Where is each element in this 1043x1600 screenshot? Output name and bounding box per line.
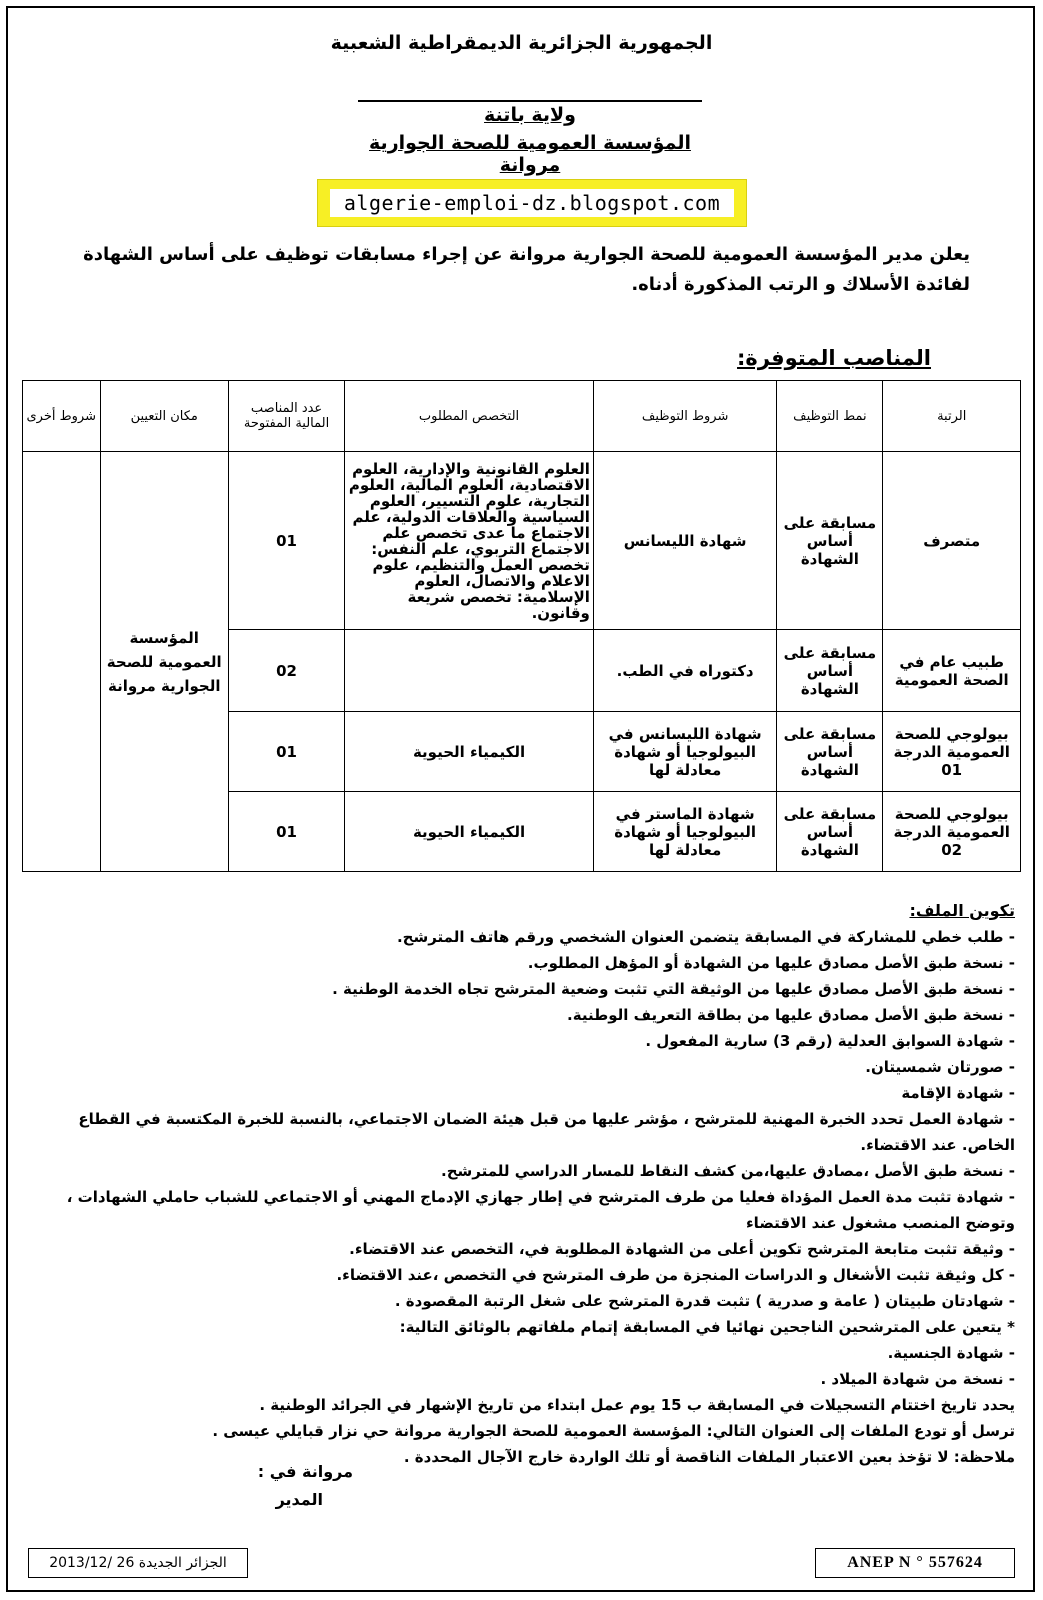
cell-rank: بيولوجي للصحة العمومية الدرجة 01: [883, 712, 1021, 792]
list-item: - وثيقة تثبت متابعة المترشح تكوين أعلى من الشهادة المطلوبة في، التخصص عند الاقتضاء.: [349, 1240, 1015, 1258]
section-title: المناصب المتوفرة:: [737, 346, 931, 370]
anep-box: ANEP N ° 557624: [815, 1548, 1015, 1578]
list-item: - شهادة تثبت مدة العمل المؤداة فعليا من طرف المترشح في إطار جهازي الإدماج المهني أو الاجتماعي للشباب حاملي الشهادات ، وتوضح المنصب مشغول عند الاقتضاء: [66, 1188, 1015, 1232]
list-item: - شهادة الإقامة: [901, 1084, 1015, 1102]
table-row: [23, 452, 1021, 630]
cell-count: 01: [228, 792, 344, 872]
list-item: - نسخة طبق الأصل مصادق عليها من الشهادة أو المؤهل المطلوب.: [527, 954, 1015, 972]
cell-mode: مسابقة على أساس الشهادة: [777, 712, 883, 792]
cell-specialty: الكيمياء الحيوية: [345, 792, 594, 872]
file-requirements: [40, 898, 1015, 1470]
cell-conditions: شهادة الليسانس في البيولوجيا أو شهادة معادلة لها: [593, 712, 776, 792]
header-conditions: شروط التوظيف: [593, 381, 776, 452]
republic-header: الجمهورية الجزائرية الديمقراطية الشعبية: [330, 32, 713, 54]
list-item: * يتعين على المترشحين الناجحين نهائيا في المسابقة إتمام ملفاتهم بالوثائق التالية:: [399, 1318, 1015, 1336]
header-rank: الرتبة: [883, 381, 1021, 452]
header-divider: [358, 100, 702, 102]
intro-paragraph: يعلن مدير المؤسسة العمومية للصحة الجوارية مروانة عن إجراء مسابقات توظيف على أساس الشهادة لفائدة الأسلاك و الرتب المذكورة أدناه.: [83, 244, 970, 295]
cell-mode: مسابقة على أساس الشهادة: [777, 630, 883, 712]
signature-block: [258, 1458, 353, 1514]
list-item: ملاحظة: لا تؤخذ بعين الاعتبار الملفات الناقصة أو تلك الواردة خارج الآجال المحددة .: [403, 1448, 1015, 1466]
cell-other: [23, 452, 101, 872]
cell-rank: بيولوجي للصحة العمومية الدرجة 02: [883, 792, 1021, 872]
cell-rank: طبيب عام في الصحة العمومية: [883, 630, 1021, 712]
cell-rank: متصرف: [883, 452, 1021, 630]
signature-place: مروانة في :: [257, 1462, 353, 1481]
list-item: - نسخة من شهادة الميلاد .: [820, 1370, 1015, 1388]
list-item: - شهادة الجنسية.: [887, 1344, 1015, 1362]
list-item: - شهادة العمل تحدد الخبرة المهنية للمترشح ، مؤشر عليها من قبل هيئة الضمان الاجتماعي، بالنسبة للخبرة المكتسبة في القطاع الخاص. عند الاقتضاء.: [78, 1110, 1015, 1154]
cell-mode: مسابقة على أساس الشهادة: [777, 452, 883, 630]
cell-count: 02: [228, 630, 344, 712]
table-header-row: [23, 381, 1021, 452]
list-item: - شهادتان طبيتان ( عامة و صدرية ) تثبت قدرة المترشح على شغل الرتبة المقصودة .: [394, 1292, 1015, 1310]
cell-count: 01: [228, 712, 344, 792]
cell-specialty: الكيمياء الحيوية: [345, 712, 594, 792]
list-item: - كل وثيقة تثبت الأشغال و الدراسات المنجزة من طرف المترشح في التخصص ،عند الاقتضاء.: [336, 1266, 1015, 1284]
header-specialty: التخصص المطلوب: [345, 381, 594, 452]
cell-specialty: العلوم القانونية والإدارية، العلوم الاقتصادية، العلوم المالية، العلوم التجارية، علوم التسيير، العلوم السياسية والعلاقات الدولية، علم الاجتماع ما عدى تخصص علم الاجتماع التربوي، علم النفس: تخصص العمل والتنظيم، علوم الاعلام والاتصال، العلوم الإسلامية: تخصص شريعة وقانون.: [345, 452, 594, 630]
list-item: - نسخة طبق الأصل ،مصادق عليها،من كشف النقاط للمسار الدراسي للمترشح.: [441, 1162, 1015, 1180]
header-count: عدد المناصب المالية المفتوحة: [228, 381, 344, 452]
header-mode: نمط التوظيف: [777, 381, 883, 452]
signature-title: المدير: [275, 1490, 323, 1509]
cell-specialty: [345, 630, 594, 712]
list-item: - صورتان شمسيتان.: [865, 1058, 1015, 1076]
list-item: - طلب خطي للمشاركة في المسابقة يتضمن العنوان الشخصي ورقم هاتف المترشح.: [396, 928, 1015, 946]
cell-conditions: دكتوراه في الطب.: [593, 630, 776, 712]
cell-conditions: شهادة الماستر في البيولوجيا أو شهادة معادلة لها: [593, 792, 776, 872]
list-item: ترسل أو تودع الملفات إلى العنوان التالي: المؤسسة العمومية للصحة الجوارية مروانة حي نزار قبايلي عيسى .: [212, 1422, 1015, 1440]
cell-mode: مسابقة على أساس الشهادة: [777, 792, 883, 872]
wilaya-header: ولاية باتنة: [484, 104, 576, 126]
list-item: يحدد تاريخ اختتام التسجيلات في المسابقة ب 15 يوم عمل ابتداء من تاريخ الإشهار في الجرائد الوطنية .: [259, 1396, 1015, 1414]
cell-place: المؤسسة العمومية للصحة الجوارية مروانة: [100, 452, 228, 872]
positions-table: [22, 380, 1021, 872]
list-item: - شهادة السوابق العدلية (رقم 3) سارية المفعول .: [645, 1032, 1015, 1050]
list-item: - نسخة طبق الأصل مصادق عليها من الوثيقة التي تثبت وضعية المترشح تجاه الخدمة الوطنية .: [332, 980, 1015, 998]
institution-header: المؤسسة العمومية للصحة الجوارية مروانة: [369, 132, 691, 176]
banner-url[interactable]: algerie-emploi-dz.blogspot.com: [330, 189, 734, 217]
header-place: مكان التعيين: [100, 381, 228, 452]
blog-banner: [317, 179, 747, 227]
header-other: شروط أخرى: [23, 381, 101, 452]
cell-conditions: شهادة الليسانس: [593, 452, 776, 630]
file-title: تكوين الملف:: [909, 901, 1015, 920]
list-item: - نسخة طبق الأصل مصادق عليها من بطاقة التعريف الوطنية.: [567, 1006, 1015, 1024]
newspaper-box: الجزائر الجديدة 26 /2013/12: [28, 1548, 248, 1578]
cell-count: 01: [228, 452, 344, 630]
